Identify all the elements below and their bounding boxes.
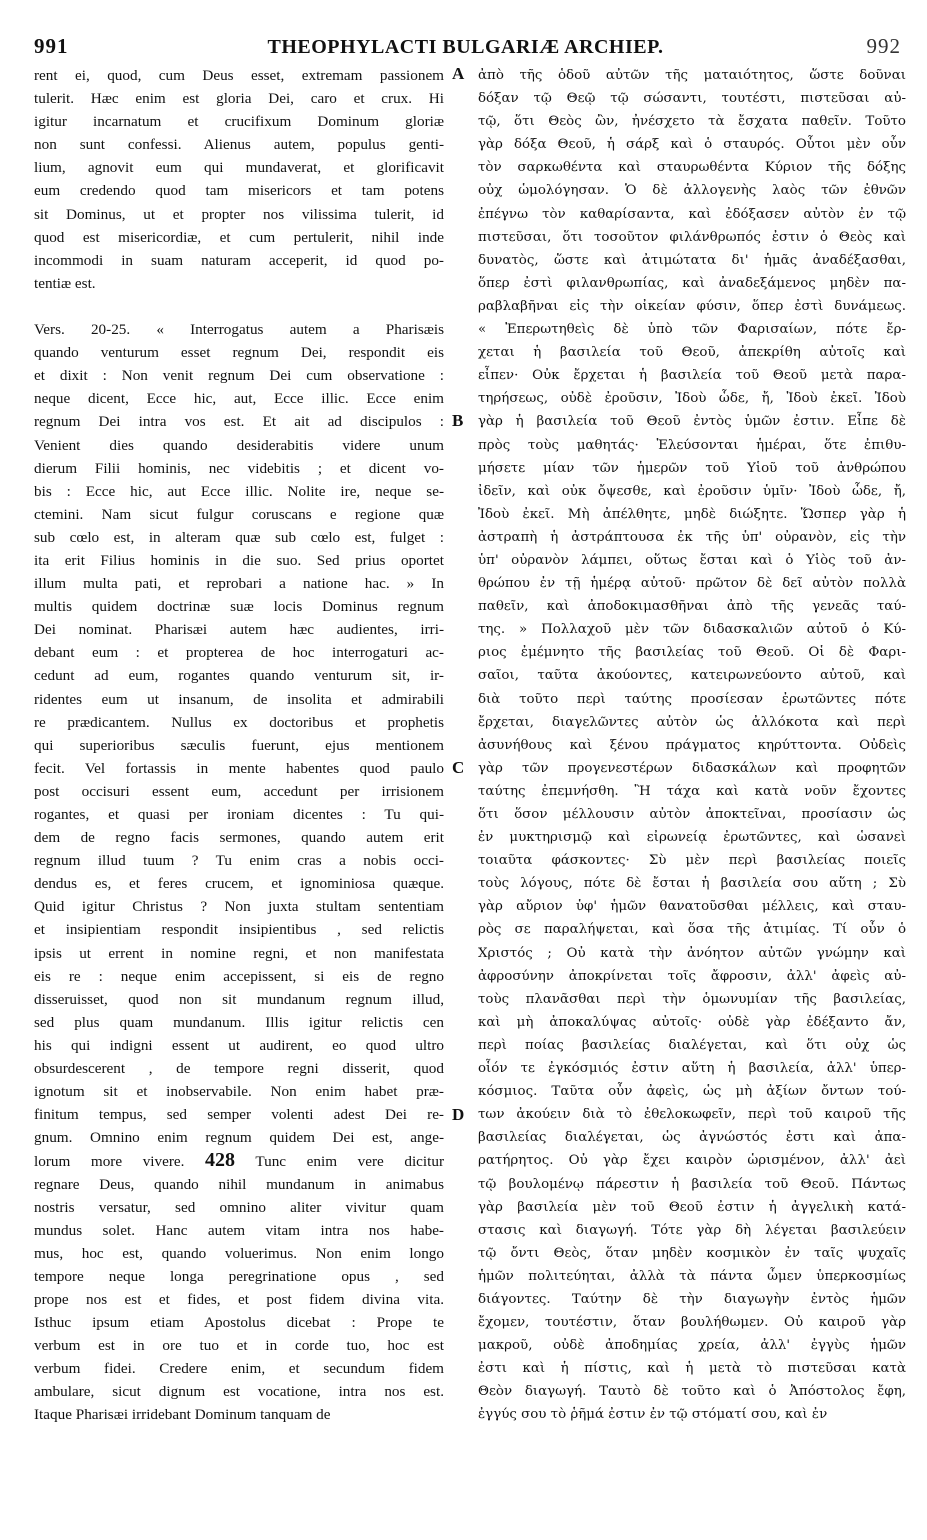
- greek-line: τῷ ὄντι Θεὸς, ὅταν μηδὲν κοσμικὸν ἐν ταῖς ψυχαῖς: [478, 1245, 906, 1261]
- latin-line: post occisuri essent eum, accedunt per irrisionem: [34, 782, 444, 800]
- greek-line: περὶ ποίας βασιλείας διαλέγεται, καὶ ὅτι οὐχ ὡς: [478, 1037, 906, 1053]
- latin-line: re prædicantem. Nullus ex doctoribus et prophetis: [34, 713, 444, 731]
- latin-line: ignotum sit et inobservabile. Non enim habet præ-: [34, 1083, 444, 1101]
- latin-line: Itaque Pharisæi irridebant Dominum tanquam de: [34, 1406, 331, 1424]
- greek-line: τὸν σαρκωθέντα καὶ σταυρωθέντα Κύριον τῆς δόξης: [478, 160, 906, 176]
- greek-line: ἀσυνήθους καὶ ξένου πράγματος κηρύττοντα. Οὐδεὶς: [478, 737, 906, 753]
- greek-line: ἐγγύς σου τὸ ῥῆμά ἐστιν ἐν τῷ στόματί σου, καὶ ἐν: [478, 1407, 828, 1423]
- greek-line: πιστεῦσαι, ὅτι τοσοῦτον φιλάνθρωπός ἐστιν ὁ Θεὸς καὶ: [478, 229, 906, 245]
- greek-line: μακροῦ, οὐδὲ ἀποδημίας χρεία, ἀλλ' ἐγγὺς ἡμῶν: [478, 1338, 906, 1354]
- latin-line: regnum Dei intra vos est. Et ait ad discipulos :: [34, 413, 444, 431]
- greek-line: τοὺς πλανᾶσθαι περὶ τὴν ὁμωνυμίαν τῆς βασιλείας,: [478, 991, 906, 1007]
- latin-line: igitur incarnatum et crucifixum Dominum gloriæ: [34, 113, 444, 131]
- latin-line: et dixit : Non venit regnum Dei cum observatione :: [34, 367, 444, 385]
- column-number-marker: 428: [205, 1149, 236, 1172]
- latin-line: fecit. Vel fortassis in mente habentes quod paulo: [34, 759, 444, 777]
- greek-line: ἐπέγνω τὸν καθαρίσαντα, καὶ ἐδόξασεν αὐτὸν ἐν τῷ: [478, 206, 906, 222]
- greek-line: μήσετε μίαν τῶν ἡμερῶν τοῦ Υἱοῦ τοῦ ἀνθρώπου: [478, 460, 906, 476]
- latin-line: et insipientiam respondit insipientibus , sed relictis: [34, 921, 444, 939]
- page-number-left: 991: [34, 34, 69, 58]
- latin-line: bis : Ecce hic, aut Ecce illic. Nolite ire, neque se-: [34, 482, 444, 500]
- latin-line: neque dicent, Ecce hic, aut, Ecce illic. Ecce enim: [34, 390, 444, 408]
- latin-line: Isthuc ipsum etiam Apostolus dicebat : Prope te: [34, 1314, 444, 1332]
- latin-line: non sunt confessi. Alienus autem, populus genti-: [34, 136, 444, 154]
- greek-line: σαῖοι, ταῦτα ἀκούοντες, κατειρωνεύοντο αὐτοῦ, καὶ: [478, 668, 906, 684]
- greek-line: στασις καὶ διαγωγή. Τότε γὰρ δὴ λέγεται βασιλεύειν: [478, 1222, 906, 1238]
- greek-line: τῷ βουλομένῳ πάρεστιν ἡ βασιλεία τοῦ Θεοῦ. Πάντως: [478, 1176, 906, 1192]
- latin-line: regnum illud tuum ? Tu enim cras a nobis occi-: [34, 852, 444, 870]
- latin-line: Dei nominat. Pharisæi autem hæc audientes, irri-: [34, 621, 444, 639]
- latin-line: cedunt ad eum, rogantes quando venturum sit, ir-: [34, 667, 444, 685]
- greek-line: ἀπὸ τῆς ὁδοῦ αὐτῶν τῆς ματαιότητος, ὥστε δοῦναι: [478, 68, 906, 83]
- greek-line: οὐχ ὡμολόγησαν. Ὁ δὲ ἀλλογενὴς λαὸς τῶν ἐθνῶν: [478, 183, 906, 199]
- latin-line: eis re : neque enim accepissent, si eis de regno: [34, 967, 444, 985]
- greek-line: ὑπ' οὐρανὸν λάμπει, οὕτως ἔσται καὶ ὁ Υἱὸς τοῦ ἀν-: [478, 552, 906, 568]
- greek-line: ἔρχεται, διαγελῶντες αὐτὸν ὡς ἀλλόκοτα καὶ περὶ: [478, 714, 906, 730]
- latin-line: qui superioribus sæculis fuerunt, ejus mentionem: [34, 736, 444, 754]
- latin-line: ambulare, sicut dignum est vocatione, intra nos est.: [34, 1383, 444, 1401]
- greek-line: διὰ τοῦτο περὶ ταύτης προσίεσαν ἐρωτῶντες πότε: [478, 691, 906, 707]
- greek-line: πρὸς τοὺς μαθητάς· Ἐλεύσονται ἡμέραι, ὅτε ἐπιθυ-: [478, 437, 906, 453]
- greek-line: ἡμῶν πολιτεύηται, ἀλλὰ τὰ πάντα ὦμεν ὑπερκοσμίως: [478, 1268, 906, 1284]
- page-number-right: 992: [866, 34, 901, 58]
- latin-line: tempore neque longa peregrinatione opus , sed: [34, 1267, 444, 1285]
- latin-line: sit Dominus, ut et propter nos vilissima tulerit, id: [34, 205, 444, 223]
- latin-line: mus, hoc est, quando voluerimus. Non enim longo: [34, 1244, 444, 1262]
- latin-column: [34, 64, 444, 1427]
- latin-line: gnum. Omnino enim regnum quidem Dei est, ange-: [34, 1129, 444, 1147]
- greek-line: ἐστι καὶ ἡ πίστις, καὶ ἡ μετὰ τὸ πιστεῦσαι κατὰ: [478, 1361, 906, 1377]
- latin-line: lium, agnovit eum qui mundaverat, et glorificavit: [34, 159, 444, 177]
- latin-line: Quid igitur Christus ? Non juxta stultam sententiam: [34, 898, 444, 916]
- greek-line: θρώπου ἐν τῇ ἡμέρᾳ αὐτοῦ· πρῶτον δὲ δεῖ αὐτὸν πολλὰ: [478, 576, 906, 592]
- margin-letter-d: D: [452, 1105, 465, 1124]
- latin-line: ridentes eum ut insanum, de insolita et admirabili: [34, 690, 444, 708]
- greek-line: ἰδεῖν, καὶ οὐκ ὄψεσθε, καὶ ἐροῦσιν ὑμῖν· Ἰδοὺ ὧδε, ἤ,: [478, 483, 906, 499]
- latin-line: ctemini. Nam sicut fulgur coruscans e regione quæ: [34, 505, 444, 523]
- greek-line: γὰρ αὔριον ὑφ' ἡμῶν θανατοῦσθαι μέλλεις, καὶ σταυ-: [478, 899, 906, 915]
- greek-line: ρατήρητος. Οὐ γὰρ ἔχει καιρὸν ὡρισμένον, ἀλλ' ἀεὶ: [478, 1153, 906, 1169]
- greek-line: ἐν μυκτηρισμῷ καὶ εἰρωνείᾳ ἐρωτῶντες, καὶ ὡσανεὶ: [478, 830, 906, 846]
- latin-line: debant eum : et propterea de hoc interrogaturi ac-: [34, 644, 444, 662]
- greek-line: ριος ἐμέμνητο τῆς βασιλείας τοῦ Θεοῦ. Οἱ δὲ Φαρι-: [478, 645, 906, 661]
- greek-line: Ἰδοὺ ἐκεῖ. Μὴ ἀπέλθητε, μηδὲ διώξητε. Ὥσπερ γὰρ ἡ: [478, 506, 906, 522]
- latin-line: dem de regno facis sermones, quando autem erit: [34, 829, 444, 847]
- running-title: THEOPHYLACTI BULGARIÆ ARCHIEP.: [267, 36, 664, 58]
- greek-line: ὅτι ὅσον μέλλουσιν αὐτὸν ἀποκτεῖναι, προσίασιν ὡς: [478, 807, 906, 822]
- greek-line: παθεῖν, καὶ ἀποδοκιμασθῆναι ἀπὸ τῆς γενεᾶς ταύ-: [478, 599, 906, 615]
- greek-line: ἔχομεν, τουτέστιν, ὅταν βουλήθωμεν. Οὐ καιροῦ γὰρ: [478, 1315, 906, 1331]
- page-header: [30, 30, 901, 60]
- latin-line: dierum Filii hominis, nec videbitis ; et dicent vo-: [34, 459, 444, 477]
- greek-line: Χριστός ; Οὐ κατὰ τὴν ἀνόητον αὐτῶν γνώμην καὶ: [478, 945, 906, 961]
- latin-line: nostris versatur, sed omnino aliter vivitur quam: [34, 1198, 444, 1216]
- latin-line: illum multa pati, et reprobari a natione hac. » In: [34, 575, 444, 593]
- latin-line: sed plus quam mundanum. Illis igitur relictis cen: [34, 1013, 444, 1031]
- greek-line: ἀστραπὴ ἡ ἀστράπτουσα ἐκ τῆς ὑπ' οὐρανὸν, εἰς τὴν: [478, 529, 906, 545]
- greek-line: γὰρ ἡ βασιλεία τοῦ Θεοῦ ἐντὸς ὑμῶν ἐστιν. Εἶπε δὲ: [478, 414, 906, 430]
- latin-line: his qui indigni essent ut audirent, eo quod ultro: [34, 1036, 444, 1054]
- latin-line: ita erit Filius hominis in die suo. Sed prius oportet: [34, 551, 444, 569]
- greek-line: ραβλαβῆναι εἰς τὴν οἰκείαν φύσιν, ὅπερ ἐστὶ δυνάμεως.: [478, 298, 906, 314]
- greek-line: των ἀκούειν διὰ τὸ ἐθελοκωφεῖν, περὶ τοῦ καιροῦ τῆς: [478, 1107, 906, 1123]
- latin-line: Vers. 20-25. « Interrogatus autem a Pharisæis: [34, 321, 444, 339]
- greek-line: γὰρ δόξα Θεοῦ, ἡ σάρξ καὶ ὁ σταυρός. Οὗτοι μὲν οὖν: [478, 137, 906, 153]
- latin-line: disseruisset, quod non sit mundanum regnum illud,: [34, 990, 444, 1008]
- latin-line: eum credendo quod tam misericors et tam potens: [34, 182, 444, 200]
- greek-line: τῷ, ὅτι Θεὸς ὢν, ἠνέσχετο τὰ ἔσχατα παθεῖν. Τοῦτο: [478, 114, 906, 130]
- greek-line: τοιαῦτα φάσκοντες· Σὺ μὲν περὶ βασιλείας ποιεῖς: [478, 853, 906, 869]
- latin-line: quod est misericordiæ, et cum pertulerit, nihil inde: [34, 228, 444, 246]
- greek-line: εἶπεν· Οὐκ ἔρχεται ἡ βασιλεία τοῦ Θεοῦ μετὰ παρα-: [478, 368, 906, 384]
- greek-line: της. » Πολλαχοῦ μὲν τῶν διδασκαλιῶν αὐτοῦ ὁ Κύ-: [478, 622, 906, 638]
- latin-line: [34, 295, 444, 318]
- latin-line: lorum more vivere. 428 Tunc enim vere dicitur: [34, 1149, 444, 1172]
- greek-line: τηρήσεως, οὐδὲ ἐροῦσιν, Ἰδοὺ ὧδε, ἤ, Ἰδοὺ ἐκεῖ. Ἰδοὺ: [478, 391, 906, 407]
- margin-letter-a: A: [452, 64, 465, 83]
- greek-line: « Ἐπερωτηθεὶς δὲ ὑπὸ τῶν Φαρισαίων, πότε ἔρ-: [478, 322, 906, 338]
- greek-column: [478, 64, 906, 1427]
- latin-line: tulerit. Hæc enim est gloria Dei, caro et crux. Hi: [34, 90, 444, 108]
- latin-line: Venient dies quando desiderabitis videre unum: [34, 436, 444, 454]
- greek-line: κόσμιος. Ταῦτα οὖν ἀφεὶς, ὡς μὴ ἀξίων ὄντων τού-: [478, 1084, 906, 1100]
- latin-line: obsurdescerent , de tempore regni disserit, quod: [34, 1060, 444, 1078]
- greek-line: ταύτης ἐπεμνήσθη. Ἢ τάχα καὶ κατὰ νοῦν ἔχοντες: [478, 783, 906, 799]
- greek-line: χεται ἡ βασιλεία τοῦ Θεοῦ, ἀπεκρίθη αὐτοῖς καὶ: [478, 345, 906, 361]
- latin-line: prope nos est et fides, et post fidem divina vita.: [34, 1290, 444, 1308]
- greek-line: βασιλείας διαλέγεται, ὡς ἀγνώστός ἐστι καὶ ἀπα-: [478, 1130, 906, 1146]
- latin-line: quando venturum esset regnum Dei, respondit eis: [34, 344, 444, 362]
- latin-line: rent ei, quod, cum Deus esset, extremam passionem: [34, 67, 444, 84]
- greek-line: γὰρ τῶν προγενεστέρων διδασκάλων καὶ προφητῶν: [478, 760, 906, 776]
- latin-line: tentiæ est.: [34, 274, 96, 292]
- greek-line: καὶ μὴ ἀποκαλύψας αὐτοῖς· οὐδὲ γὰρ ἐδέξαντο ἄν,: [478, 1014, 906, 1030]
- greek-line: τοὺς λόγους, πότε δὲ ἔσται ἡ βασιλεία σου αὕτη ; Σὺ: [478, 876, 906, 892]
- greek-line: δόξαν τῷ Θεῷ τῷ σώσαντι, τουτέστι, πιστεῦσαι αὐ-: [478, 91, 906, 107]
- latin-line: verbum est in ore tuo et in corde tuo, hoc est: [34, 1337, 444, 1355]
- latin-line: dendus es, et feres crucem, et ignominiosa quæque.: [34, 875, 444, 893]
- latin-line: rogantes, et quasi per ironiam dicentes : Tu qui-: [34, 806, 444, 823]
- margin-letter-c: C: [452, 758, 465, 777]
- greek-line: γὰρ βασιλεία μὲν τοῦ Θεοῦ ἐστιν ἡ ἀγγελικὴ κατά-: [478, 1199, 906, 1215]
- greek-line: δυνατὸς, ὥστε καὶ ἀτιμώτατα δι' ἡμᾶς ἀναδέξασθαι,: [478, 252, 906, 268]
- greek-line: οἷόν τε ἐγκόσμιός ἐστιν αὕτη ἡ βασιλεία, ἀλλ' ὑπερ-: [478, 1061, 906, 1077]
- greek-line: διάγοντες. Ταύτην δὲ τὴν διαγωγὴν ἐντὸς ἡμῶν: [478, 1291, 906, 1307]
- latin-line: mundus solet. Hanc autem vitam intra nos habe-: [34, 1221, 444, 1239]
- latin-line: ipsis ut errent in nomine regni, et non manifestata: [34, 944, 444, 962]
- latin-line: incommodi in suam naturam acceperit, id quod po-: [34, 251, 444, 269]
- latin-line: verbum fidei. Credere enim, et secundum fidem: [34, 1360, 444, 1378]
- greek-line: Θεὸν διαγωγή. Ταυτὸ δὲ τοῦτο καὶ ὁ Ἀπόστολος ἔφη,: [478, 1384, 906, 1400]
- margin-letter-b: B: [452, 411, 464, 430]
- greek-line: ὅπερ ἐστὶ φιλανθρωπίας, καὶ ἀναδεξάμενος μηδὲν πα-: [478, 275, 906, 291]
- latin-line: finitum tempus, sed semper volenti adest Dei re-: [34, 1106, 444, 1124]
- latin-line: regnare Deus, quando nihil mundanum in animabus: [34, 1175, 444, 1193]
- greek-line: ἀφροσύνην ἀποκρίνεται τοῖς ἄφροσιν, ἀλλ' ἀφεὶς αὐ-: [478, 968, 906, 984]
- latin-line: sub cœlo est, in alteram quæ sub cœlo est, fulget :: [34, 528, 444, 546]
- latin-line: multis quidem doctrinæ suæ locis Dominus regnum: [34, 598, 444, 616]
- greek-line: ρὸς σε παραλήψεται, καὶ ὅσα τῆς ἀτιμίας. Τί οὖν ὁ: [478, 922, 906, 938]
